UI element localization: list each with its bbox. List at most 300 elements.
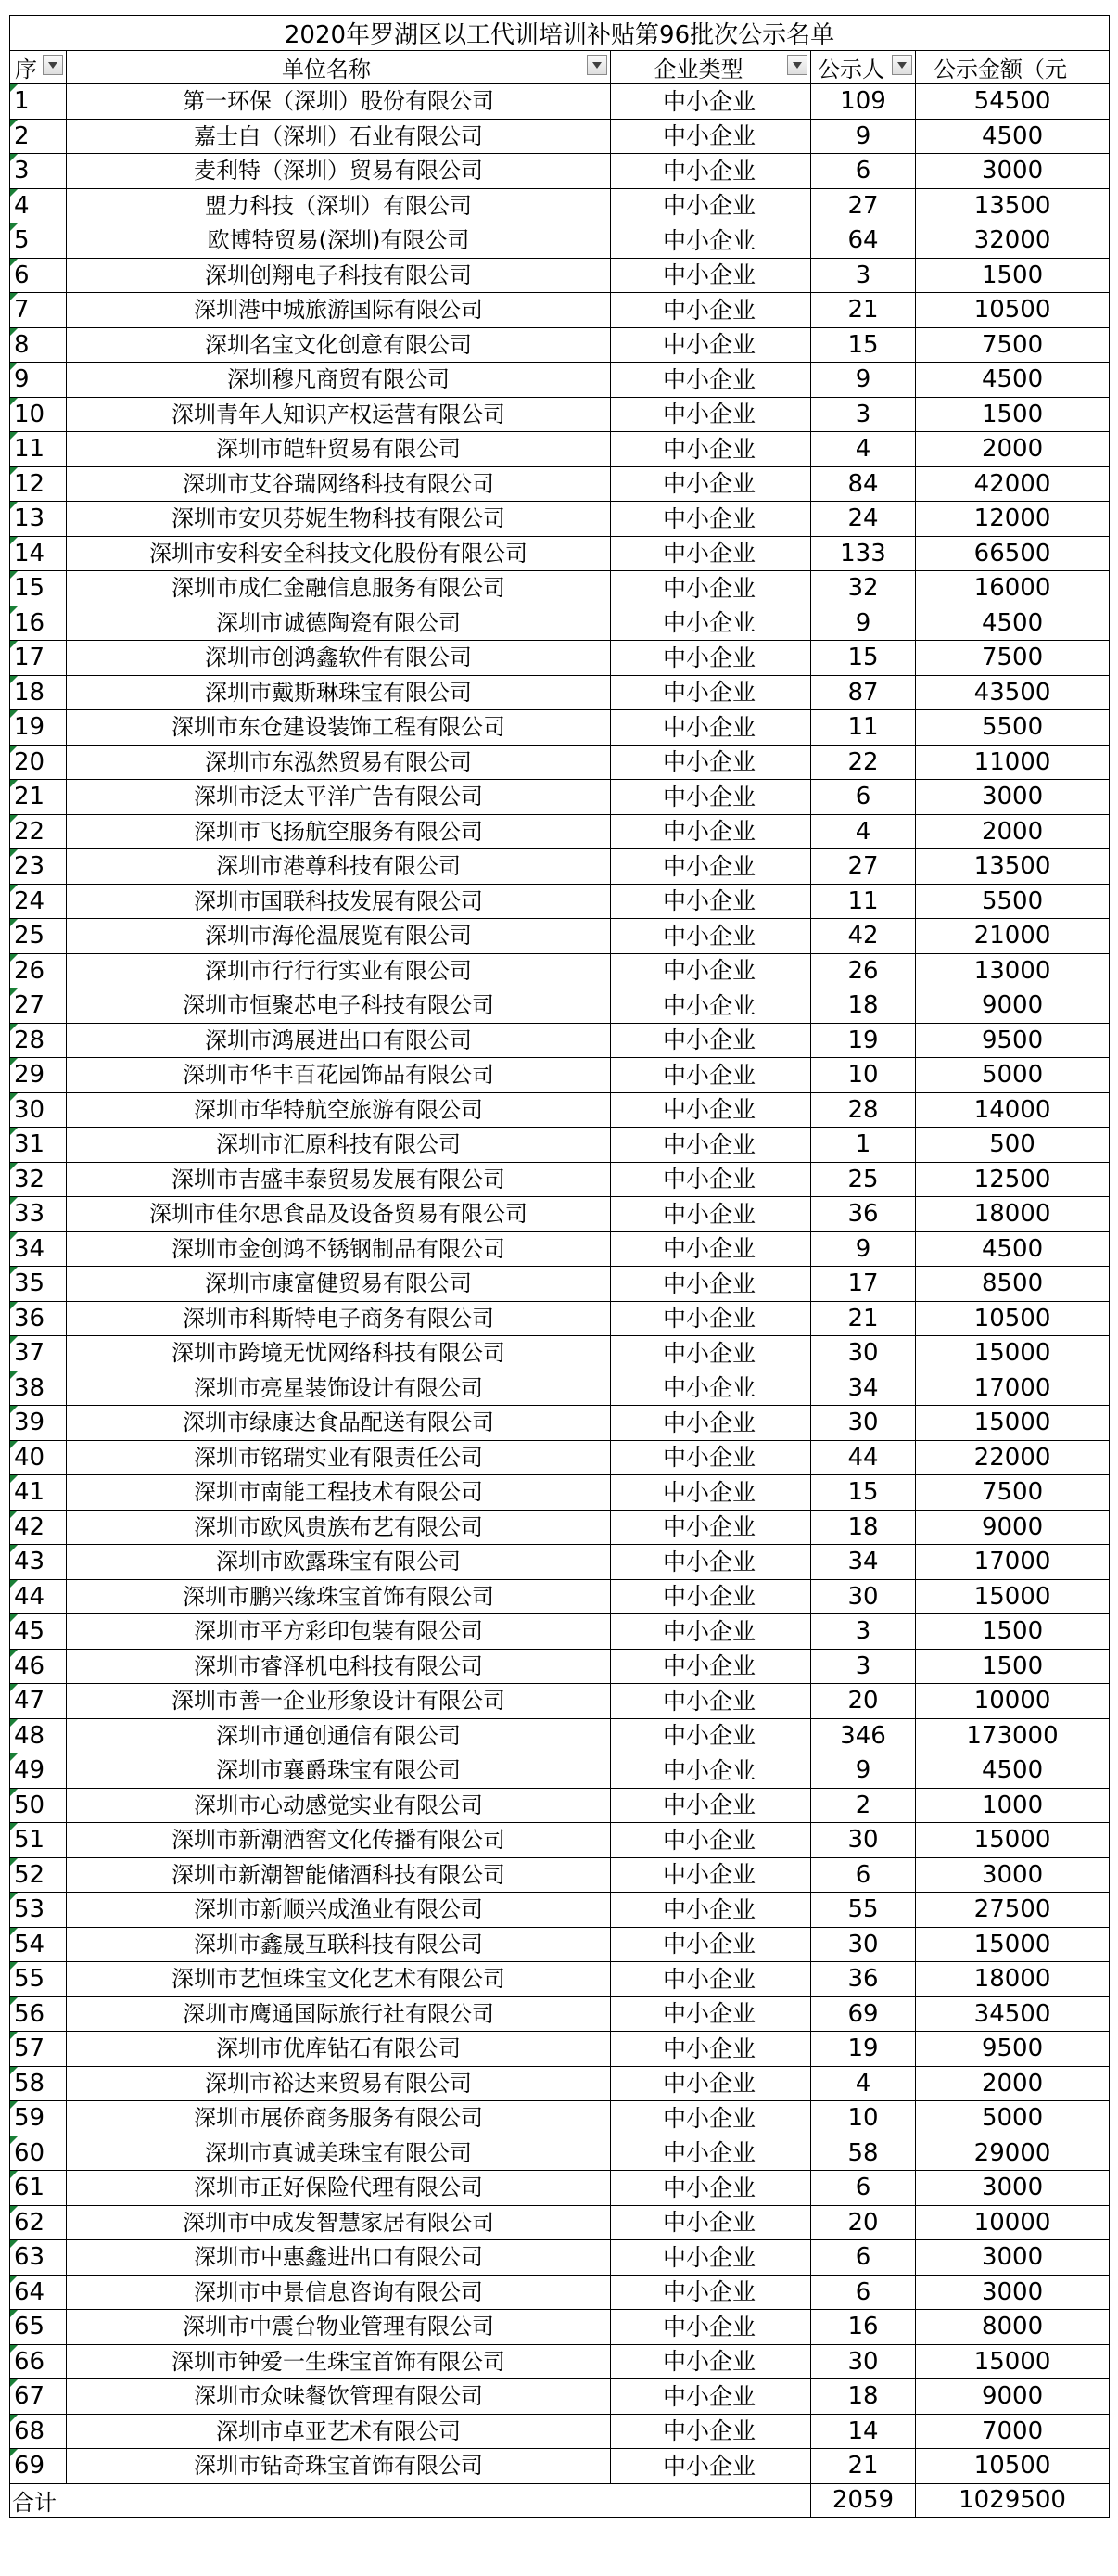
cell-company-type[interactable]: 中小企业 bbox=[611, 1267, 811, 1302]
cell-company-type[interactable]: 中小企业 bbox=[611, 1545, 811, 1580]
cell-company-name[interactable]: 深圳市通创通信有限公司 bbox=[67, 1718, 611, 1753]
cell-company-name[interactable]: 深圳市戴斯琳珠宝有限公司 bbox=[67, 675, 611, 710]
cell-company-type[interactable]: 中小企业 bbox=[611, 1197, 811, 1232]
cell-amount[interactable]: 9500 bbox=[916, 1023, 1110, 1058]
cell-company-name[interactable]: 深圳市中成发智慧家居有限公司 bbox=[67, 2205, 611, 2240]
cell-company-type[interactable]: 中小企业 bbox=[611, 1684, 811, 1719]
cell-seq[interactable]: 66 bbox=[10, 2344, 67, 2379]
cell-company-name[interactable]: 深圳市新潮酒窖文化传播有限公司 bbox=[67, 1823, 611, 1858]
cell-people[interactable]: 27 bbox=[811, 849, 916, 885]
cell-company-type[interactable]: 中小企业 bbox=[611, 1510, 811, 1545]
cell-company-type[interactable]: 中小企业 bbox=[611, 1371, 811, 1406]
cell-seq[interactable]: 57 bbox=[10, 2032, 67, 2067]
cell-people[interactable]: 15 bbox=[811, 1475, 916, 1511]
cell-company-type[interactable]: 中小企业 bbox=[611, 849, 811, 885]
cell-amount[interactable]: 4500 bbox=[916, 1753, 1110, 1789]
cell-seq[interactable]: 39 bbox=[10, 1406, 67, 1441]
cell-amount[interactable]: 29000 bbox=[916, 2136, 1110, 2171]
cell-people[interactable]: 30 bbox=[811, 2344, 916, 2379]
cell-seq[interactable]: 27 bbox=[10, 988, 67, 1024]
cell-seq[interactable]: 44 bbox=[10, 1579, 67, 1614]
cell-people[interactable]: 34 bbox=[811, 1371, 916, 1406]
cell-company-name[interactable]: 深圳市泛太平洋广告有限公司 bbox=[67, 780, 611, 815]
cell-company-name[interactable]: 深圳市铭瑞实业有限责任公司 bbox=[67, 1440, 611, 1475]
cell-people[interactable]: 4 bbox=[811, 432, 916, 467]
cell-seq[interactable]: 40 bbox=[10, 1440, 67, 1475]
cell-amount[interactable]: 2000 bbox=[916, 814, 1110, 849]
cell-seq[interactable]: 30 bbox=[10, 1092, 67, 1128]
cell-company-name[interactable]: 深圳市平方彩印包装有限公司 bbox=[67, 1614, 611, 1650]
cell-company-type[interactable]: 中小企业 bbox=[611, 432, 811, 467]
cell-amount[interactable]: 10500 bbox=[916, 293, 1110, 328]
cell-company-type[interactable]: 中小企业 bbox=[611, 119, 811, 154]
cell-company-type[interactable]: 中小企业 bbox=[611, 1893, 811, 1928]
cell-amount[interactable]: 4500 bbox=[916, 606, 1110, 641]
cell-amount[interactable]: 15000 bbox=[916, 1823, 1110, 1858]
cell-seq[interactable]: 62 bbox=[10, 2205, 67, 2240]
cell-company-type[interactable]: 中小企业 bbox=[611, 1301, 811, 1336]
cell-amount[interactable]: 173000 bbox=[916, 1718, 1110, 1753]
cell-people[interactable]: 4 bbox=[811, 814, 916, 849]
cell-people[interactable]: 18 bbox=[811, 988, 916, 1024]
cell-people[interactable]: 11 bbox=[811, 710, 916, 746]
cell-seq[interactable]: 50 bbox=[10, 1788, 67, 1823]
cell-people[interactable]: 15 bbox=[811, 327, 916, 363]
cell-seq[interactable]: 18 bbox=[10, 675, 67, 710]
cell-company-name[interactable]: 深圳市绿康达食品配送有限公司 bbox=[67, 1406, 611, 1441]
cell-company-name[interactable]: 深圳港中城旅游国际有限公司 bbox=[67, 293, 611, 328]
cell-amount[interactable]: 18000 bbox=[916, 1197, 1110, 1232]
cell-people[interactable]: 14 bbox=[811, 2414, 916, 2449]
cell-company-type[interactable]: 中小企业 bbox=[611, 1614, 811, 1650]
cell-company-name[interactable]: 深圳市新潮智能储酒科技有限公司 bbox=[67, 1857, 611, 1893]
cell-amount[interactable]: 32000 bbox=[916, 223, 1110, 259]
cell-company-name[interactable]: 深圳市安贝芬妮生物科技有限公司 bbox=[67, 502, 611, 537]
cell-seq[interactable]: 22 bbox=[10, 814, 67, 849]
cell-amount[interactable]: 34500 bbox=[916, 1996, 1110, 2032]
cell-company-type[interactable]: 中小企业 bbox=[611, 363, 811, 398]
cell-seq[interactable]: 48 bbox=[10, 1718, 67, 1753]
cell-company-type[interactable]: 中小企业 bbox=[611, 1753, 811, 1789]
cell-people[interactable]: 30 bbox=[811, 1336, 916, 1371]
cell-company-type[interactable]: 中小企业 bbox=[611, 884, 811, 919]
cell-seq[interactable]: 63 bbox=[10, 2240, 67, 2276]
cell-company-type[interactable]: 中小企业 bbox=[611, 2449, 811, 2484]
cell-people[interactable]: 55 bbox=[811, 1893, 916, 1928]
cell-amount[interactable]: 18000 bbox=[916, 1962, 1110, 1997]
cell-amount[interactable]: 7000 bbox=[916, 2414, 1110, 2449]
cell-company-type[interactable]: 中小企业 bbox=[611, 2379, 811, 2415]
cell-seq[interactable]: 12 bbox=[10, 466, 67, 502]
cell-people[interactable]: 28 bbox=[811, 1092, 916, 1128]
cell-people[interactable]: 3 bbox=[811, 397, 916, 432]
cell-company-name[interactable]: 深圳市金创鸿不锈钢制品有限公司 bbox=[67, 1231, 611, 1267]
cell-company-type[interactable]: 中小企业 bbox=[611, 1092, 811, 1128]
cell-company-name[interactable]: 深圳市欧露珠宝有限公司 bbox=[67, 1545, 611, 1580]
cell-company-name[interactable]: 深圳市国联科技发展有限公司 bbox=[67, 884, 611, 919]
cell-seq[interactable]: 3 bbox=[10, 154, 67, 189]
cell-company-name[interactable]: 麦利特（深圳）贸易有限公司 bbox=[67, 154, 611, 189]
cell-people[interactable]: 25 bbox=[811, 1162, 916, 1197]
cell-seq[interactable]: 24 bbox=[10, 884, 67, 919]
cell-company-name[interactable]: 深圳市裕达来贸易有限公司 bbox=[67, 2066, 611, 2101]
cell-people[interactable]: 27 bbox=[811, 188, 916, 223]
cell-company-name[interactable]: 深圳市科斯特电子商务有限公司 bbox=[67, 1301, 611, 1336]
cell-seq[interactable]: 1 bbox=[10, 84, 67, 120]
cell-company-type[interactable]: 中小企业 bbox=[611, 1962, 811, 1997]
cell-company-name[interactable]: 深圳市展侨商务服务有限公司 bbox=[67, 2101, 611, 2136]
cell-seq[interactable]: 56 bbox=[10, 1996, 67, 2032]
cell-people[interactable]: 30 bbox=[811, 1406, 916, 1441]
cell-company-type[interactable]: 中小企业 bbox=[611, 1475, 811, 1511]
cell-company-name[interactable]: 深圳市华特航空旅游有限公司 bbox=[67, 1092, 611, 1128]
cell-amount[interactable]: 13500 bbox=[916, 188, 1110, 223]
cell-people[interactable]: 9 bbox=[811, 363, 916, 398]
cell-people[interactable]: 21 bbox=[811, 293, 916, 328]
cell-amount[interactable]: 5500 bbox=[916, 710, 1110, 746]
cell-company-name[interactable]: 深圳市中景信息咨询有限公司 bbox=[67, 2275, 611, 2310]
cell-amount[interactable]: 7500 bbox=[916, 327, 1110, 363]
cell-people[interactable]: 26 bbox=[811, 953, 916, 988]
cell-seq[interactable]: 38 bbox=[10, 1371, 67, 1406]
cell-company-type[interactable]: 中小企业 bbox=[611, 2171, 811, 2206]
cell-company-type[interactable]: 中小企业 bbox=[611, 2275, 811, 2310]
cell-company-type[interactable]: 中小企业 bbox=[611, 223, 811, 259]
cell-seq[interactable]: 19 bbox=[10, 710, 67, 746]
cell-company-name[interactable]: 深圳市睿泽机电科技有限公司 bbox=[67, 1649, 611, 1684]
cell-company-name[interactable]: 深圳市诚德陶瓷有限公司 bbox=[67, 606, 611, 641]
cell-amount[interactable]: 16000 bbox=[916, 571, 1110, 606]
cell-company-name[interactable]: 深圳名宝文化创意有限公司 bbox=[67, 327, 611, 363]
cell-people[interactable]: 15 bbox=[811, 641, 916, 676]
cell-amount[interactable]: 1500 bbox=[916, 1649, 1110, 1684]
cell-company-type[interactable]: 中小企业 bbox=[611, 1231, 811, 1267]
cell-seq[interactable]: 46 bbox=[10, 1649, 67, 1684]
cell-amount[interactable]: 15000 bbox=[916, 2344, 1110, 2379]
cell-seq[interactable]: 5 bbox=[10, 223, 67, 259]
cell-seq[interactable]: 60 bbox=[10, 2136, 67, 2171]
cell-company-name[interactable]: 深圳市襄爵珠宝有限公司 bbox=[67, 1753, 611, 1789]
cell-company-type[interactable]: 中小企业 bbox=[611, 1162, 811, 1197]
cell-company-name[interactable]: 深圳市跨境无忧网络科技有限公司 bbox=[67, 1336, 611, 1371]
cell-company-type[interactable]: 中小企业 bbox=[611, 466, 811, 502]
cell-amount[interactable]: 10000 bbox=[916, 2205, 1110, 2240]
cell-company-name[interactable]: 深圳青年人知识产权运营有限公司 bbox=[67, 397, 611, 432]
cell-amount[interactable]: 1500 bbox=[916, 397, 1110, 432]
cell-people[interactable]: 10 bbox=[811, 2101, 916, 2136]
cell-amount[interactable]: 3000 bbox=[916, 154, 1110, 189]
cell-seq[interactable]: 31 bbox=[10, 1128, 67, 1163]
cell-seq[interactable]: 36 bbox=[10, 1301, 67, 1336]
cell-company-type[interactable]: 中小企业 bbox=[611, 2344, 811, 2379]
cell-seq[interactable]: 17 bbox=[10, 641, 67, 676]
cell-seq[interactable]: 59 bbox=[10, 2101, 67, 2136]
cell-people[interactable]: 6 bbox=[811, 780, 916, 815]
cell-company-name[interactable]: 深圳市佳尔思食品及设备贸易有限公司 bbox=[67, 1197, 611, 1232]
cell-company-name[interactable]: 深圳市创鸿鑫软件有限公司 bbox=[67, 641, 611, 676]
cell-amount[interactable]: 5000 bbox=[916, 2101, 1110, 2136]
cell-amount[interactable]: 17000 bbox=[916, 1371, 1110, 1406]
cell-company-type[interactable]: 中小企业 bbox=[611, 2066, 811, 2101]
cell-people[interactable]: 30 bbox=[811, 1823, 916, 1858]
cell-company-type[interactable]: 中小企业 bbox=[611, 606, 811, 641]
cell-company-type[interactable]: 中小企业 bbox=[611, 1406, 811, 1441]
cell-seq[interactable]: 58 bbox=[10, 2066, 67, 2101]
cell-company-name[interactable]: 深圳市东仓建设装饰工程有限公司 bbox=[67, 710, 611, 746]
cell-amount[interactable]: 8500 bbox=[916, 1267, 1110, 1302]
cell-company-name[interactable]: 深圳市南能工程技术有限公司 bbox=[67, 1475, 611, 1511]
cell-company-name[interactable]: 深圳市安科安全科技文化股份有限公司 bbox=[67, 536, 611, 571]
total-label[interactable]: 合计 bbox=[10, 2483, 811, 2517]
cell-company-type[interactable]: 中小企业 bbox=[611, 1440, 811, 1475]
cell-company-name[interactable]: 深圳市东泓然贸易有限公司 bbox=[67, 745, 611, 780]
cell-people[interactable]: 84 bbox=[811, 466, 916, 502]
cell-amount[interactable]: 5500 bbox=[916, 884, 1110, 919]
cell-seq[interactable]: 13 bbox=[10, 502, 67, 537]
cell-company-type[interactable]: 中小企业 bbox=[611, 258, 811, 293]
cell-amount[interactable]: 10500 bbox=[916, 2449, 1110, 2484]
cell-company-type[interactable]: 中小企业 bbox=[611, 397, 811, 432]
cell-amount[interactable]: 43500 bbox=[916, 675, 1110, 710]
cell-company-type[interactable]: 中小企业 bbox=[611, 919, 811, 954]
cell-amount[interactable]: 8000 bbox=[916, 2310, 1110, 2345]
cell-seq[interactable]: 61 bbox=[10, 2171, 67, 2206]
cell-seq[interactable]: 68 bbox=[10, 2414, 67, 2449]
cell-amount[interactable]: 13000 bbox=[916, 953, 1110, 988]
cell-company-name[interactable]: 深圳市华丰百花园饰品有限公司 bbox=[67, 1058, 611, 1093]
cell-seq[interactable]: 11 bbox=[10, 432, 67, 467]
cell-company-type[interactable]: 中小企业 bbox=[611, 1579, 811, 1614]
cell-company-name[interactable]: 深圳市皑轩贸易有限公司 bbox=[67, 432, 611, 467]
cell-company-name[interactable]: 深圳市中震台物业管理有限公司 bbox=[67, 2310, 611, 2345]
cell-amount[interactable]: 1500 bbox=[916, 258, 1110, 293]
cell-people[interactable]: 1 bbox=[811, 1128, 916, 1163]
cell-company-type[interactable]: 中小企业 bbox=[611, 953, 811, 988]
cell-company-name[interactable]: 深圳创翔电子科技有限公司 bbox=[67, 258, 611, 293]
cell-people[interactable]: 30 bbox=[811, 1579, 916, 1614]
cell-company-name[interactable]: 深圳市真诚美珠宝有限公司 bbox=[67, 2136, 611, 2171]
cell-people[interactable]: 4 bbox=[811, 2066, 916, 2101]
cell-company-type[interactable]: 中小企业 bbox=[611, 2205, 811, 2240]
cell-seq[interactable]: 47 bbox=[10, 1684, 67, 1719]
cell-people[interactable]: 3 bbox=[811, 1649, 916, 1684]
cell-company-name[interactable]: 深圳市鸿展进出口有限公司 bbox=[67, 1023, 611, 1058]
cell-amount[interactable]: 15000 bbox=[916, 1406, 1110, 1441]
cell-people[interactable]: 87 bbox=[811, 675, 916, 710]
cell-people[interactable]: 3 bbox=[811, 1614, 916, 1650]
cell-seq[interactable]: 42 bbox=[10, 1510, 67, 1545]
cell-people[interactable]: 69 bbox=[811, 1996, 916, 2032]
cell-amount[interactable]: 5000 bbox=[916, 1058, 1110, 1093]
cell-amount[interactable]: 42000 bbox=[916, 466, 1110, 502]
cell-amount[interactable]: 4500 bbox=[916, 1231, 1110, 1267]
cell-amount[interactable]: 4500 bbox=[916, 119, 1110, 154]
cell-company-name[interactable]: 嘉士白（深圳）石业有限公司 bbox=[67, 119, 611, 154]
cell-amount[interactable]: 22000 bbox=[916, 1440, 1110, 1475]
cell-people[interactable]: 19 bbox=[811, 1023, 916, 1058]
cell-seq[interactable]: 45 bbox=[10, 1614, 67, 1650]
cell-people[interactable]: 9 bbox=[811, 606, 916, 641]
cell-amount[interactable]: 3000 bbox=[916, 2275, 1110, 2310]
cell-amount[interactable]: 12000 bbox=[916, 502, 1110, 537]
cell-seq[interactable]: 37 bbox=[10, 1336, 67, 1371]
cell-amount[interactable]: 3000 bbox=[916, 2171, 1110, 2206]
cell-amount[interactable]: 21000 bbox=[916, 919, 1110, 954]
cell-people[interactable]: 64 bbox=[811, 223, 916, 259]
cell-company-name[interactable]: 深圳市行行行实业有限公司 bbox=[67, 953, 611, 988]
cell-company-name[interactable]: 深圳市钻奇珠宝首饰有限公司 bbox=[67, 2449, 611, 2484]
cell-amount[interactable]: 17000 bbox=[916, 1545, 1110, 1580]
cell-amount[interactable]: 27500 bbox=[916, 1893, 1110, 1928]
cell-company-type[interactable]: 中小企业 bbox=[611, 2240, 811, 2276]
cell-company-name[interactable]: 欧博特贸易(深圳)有限公司 bbox=[67, 223, 611, 259]
cell-amount[interactable]: 3000 bbox=[916, 780, 1110, 815]
cell-seq[interactable]: 8 bbox=[10, 327, 67, 363]
cell-seq[interactable]: 2 bbox=[10, 119, 67, 154]
cell-people[interactable]: 109 bbox=[811, 84, 916, 120]
cell-seq[interactable]: 67 bbox=[10, 2379, 67, 2415]
cell-amount[interactable]: 500 bbox=[916, 1128, 1110, 1163]
cell-amount[interactable]: 9500 bbox=[916, 2032, 1110, 2067]
cell-seq[interactable]: 53 bbox=[10, 1893, 67, 1928]
total-people[interactable]: 2059 bbox=[811, 2483, 916, 2517]
cell-company-type[interactable]: 中小企业 bbox=[611, 536, 811, 571]
cell-company-type[interactable]: 中小企业 bbox=[611, 1857, 811, 1893]
cell-people[interactable]: 18 bbox=[811, 1510, 916, 1545]
cell-company-type[interactable]: 中小企业 bbox=[611, 293, 811, 328]
cell-people[interactable]: 30 bbox=[811, 1927, 916, 1962]
cell-people[interactable]: 6 bbox=[811, 154, 916, 189]
cell-company-type[interactable]: 中小企业 bbox=[611, 710, 811, 746]
cell-company-name[interactable]: 深圳市众味餐饮管理有限公司 bbox=[67, 2379, 611, 2415]
cell-people[interactable]: 6 bbox=[811, 2171, 916, 2206]
cell-people[interactable]: 6 bbox=[811, 2275, 916, 2310]
cell-amount[interactable]: 14000 bbox=[916, 1092, 1110, 1128]
cell-seq[interactable]: 64 bbox=[10, 2275, 67, 2310]
cell-company-type[interactable]: 中小企业 bbox=[611, 988, 811, 1024]
cell-seq[interactable]: 14 bbox=[10, 536, 67, 571]
cell-amount[interactable]: 2000 bbox=[916, 432, 1110, 467]
cell-company-type[interactable]: 中小企业 bbox=[611, 1023, 811, 1058]
cell-people[interactable]: 42 bbox=[811, 919, 916, 954]
cell-company-type[interactable]: 中小企业 bbox=[611, 2101, 811, 2136]
cell-seq[interactable]: 69 bbox=[10, 2449, 67, 2484]
cell-company-name[interactable]: 盟力科技（深圳）有限公司 bbox=[67, 188, 611, 223]
cell-company-name[interactable]: 深圳市海伦温展览有限公司 bbox=[67, 919, 611, 954]
cell-seq[interactable]: 10 bbox=[10, 397, 67, 432]
cell-seq[interactable]: 52 bbox=[10, 1857, 67, 1893]
cell-company-type[interactable]: 中小企业 bbox=[611, 2136, 811, 2171]
cell-people[interactable]: 21 bbox=[811, 1301, 916, 1336]
cell-people[interactable]: 58 bbox=[811, 2136, 916, 2171]
cell-people[interactable]: 9 bbox=[811, 1231, 916, 1267]
cell-people[interactable]: 16 bbox=[811, 2310, 916, 2345]
cell-people[interactable]: 3 bbox=[811, 258, 916, 293]
cell-company-type[interactable]: 中小企业 bbox=[611, 502, 811, 537]
cell-company-name[interactable]: 深圳市鹰通国际旅行社有限公司 bbox=[67, 1996, 611, 2032]
cell-seq[interactable]: 7 bbox=[10, 293, 67, 328]
cell-company-type[interactable]: 中小企业 bbox=[611, 1718, 811, 1753]
cell-amount[interactable]: 10500 bbox=[916, 1301, 1110, 1336]
cell-seq[interactable]: 32 bbox=[10, 1162, 67, 1197]
cell-people[interactable]: 346 bbox=[811, 1718, 916, 1753]
cell-people[interactable]: 24 bbox=[811, 502, 916, 537]
filter-dropdown-icon[interactable] bbox=[43, 55, 63, 75]
cell-company-name[interactable]: 深圳市正好保险代理有限公司 bbox=[67, 2171, 611, 2206]
cell-people[interactable]: 20 bbox=[811, 2205, 916, 2240]
cell-people[interactable]: 18 bbox=[811, 2379, 916, 2415]
cell-seq[interactable]: 25 bbox=[10, 919, 67, 954]
cell-seq[interactable]: 54 bbox=[10, 1927, 67, 1962]
cell-seq[interactable]: 49 bbox=[10, 1753, 67, 1789]
cell-company-type[interactable]: 中小企业 bbox=[611, 1823, 811, 1858]
cell-company-name[interactable]: 深圳市吉盛丰泰贸易发展有限公司 bbox=[67, 1162, 611, 1197]
cell-company-name[interactable]: 深圳市善一企业形象设计有限公司 bbox=[67, 1684, 611, 1719]
cell-company-type[interactable]: 中小企业 bbox=[611, 1788, 811, 1823]
cell-company-name[interactable]: 深圳穆凡商贸有限公司 bbox=[67, 363, 611, 398]
cell-people[interactable]: 34 bbox=[811, 1545, 916, 1580]
cell-company-name[interactable]: 深圳市艾谷瑞网络科技有限公司 bbox=[67, 466, 611, 502]
cell-seq[interactable]: 51 bbox=[10, 1823, 67, 1858]
cell-amount[interactable]: 9000 bbox=[916, 2379, 1110, 2415]
cell-company-name[interactable]: 深圳市亮星装饰设计有限公司 bbox=[67, 1371, 611, 1406]
cell-amount[interactable]: 9000 bbox=[916, 988, 1110, 1024]
cell-seq[interactable]: 16 bbox=[10, 606, 67, 641]
cell-amount[interactable]: 9000 bbox=[916, 1510, 1110, 1545]
cell-company-type[interactable]: 中小企业 bbox=[611, 154, 811, 189]
cell-amount[interactable]: 13500 bbox=[916, 849, 1110, 885]
cell-people[interactable]: 6 bbox=[811, 2240, 916, 2276]
cell-company-type[interactable]: 中小企业 bbox=[611, 1649, 811, 1684]
cell-seq[interactable]: 28 bbox=[10, 1023, 67, 1058]
cell-company-name[interactable]: 深圳市心动感觉实业有限公司 bbox=[67, 1788, 611, 1823]
cell-people[interactable]: 2 bbox=[811, 1788, 916, 1823]
cell-company-type[interactable]: 中小企业 bbox=[611, 84, 811, 120]
cell-company-type[interactable]: 中小企业 bbox=[611, 2032, 811, 2067]
filter-dropdown-icon[interactable] bbox=[587, 55, 607, 75]
cell-people[interactable]: 10 bbox=[811, 1058, 916, 1093]
cell-company-type[interactable]: 中小企业 bbox=[611, 2310, 811, 2345]
cell-seq[interactable]: 9 bbox=[10, 363, 67, 398]
cell-seq[interactable]: 26 bbox=[10, 953, 67, 988]
cell-company-type[interactable]: 中小企业 bbox=[611, 675, 811, 710]
cell-people[interactable]: 11 bbox=[811, 884, 916, 919]
cell-company-name[interactable]: 深圳市卓亚艺术有限公司 bbox=[67, 2414, 611, 2449]
cell-company-type[interactable]: 中小企业 bbox=[611, 188, 811, 223]
cell-amount[interactable]: 4500 bbox=[916, 363, 1110, 398]
cell-people[interactable]: 21 bbox=[811, 2449, 916, 2484]
cell-amount[interactable]: 15000 bbox=[916, 1579, 1110, 1614]
cell-people[interactable]: 32 bbox=[811, 571, 916, 606]
cell-amount[interactable]: 11000 bbox=[916, 745, 1110, 780]
cell-seq[interactable]: 65 bbox=[10, 2310, 67, 2345]
cell-amount[interactable]: 7500 bbox=[916, 641, 1110, 676]
cell-amount[interactable]: 10000 bbox=[916, 1684, 1110, 1719]
cell-amount[interactable]: 3000 bbox=[916, 2240, 1110, 2276]
cell-seq[interactable]: 43 bbox=[10, 1545, 67, 1580]
cell-company-name[interactable]: 深圳市钟爱一生珠宝首饰有限公司 bbox=[67, 2344, 611, 2379]
cell-people[interactable]: 44 bbox=[811, 1440, 916, 1475]
cell-people[interactable]: 9 bbox=[811, 1753, 916, 1789]
cell-seq[interactable]: 4 bbox=[10, 188, 67, 223]
cell-company-name[interactable]: 深圳市康富健贸易有限公司 bbox=[67, 1267, 611, 1302]
cell-company-name[interactable]: 深圳市优库钻石有限公司 bbox=[67, 2032, 611, 2067]
cell-company-name[interactable]: 深圳市恒聚芯电子科技有限公司 bbox=[67, 988, 611, 1024]
filter-dropdown-icon[interactable] bbox=[787, 55, 807, 75]
cell-amount[interactable]: 2000 bbox=[916, 2066, 1110, 2101]
cell-company-type[interactable]: 中小企业 bbox=[611, 1996, 811, 2032]
cell-seq[interactable]: 35 bbox=[10, 1267, 67, 1302]
